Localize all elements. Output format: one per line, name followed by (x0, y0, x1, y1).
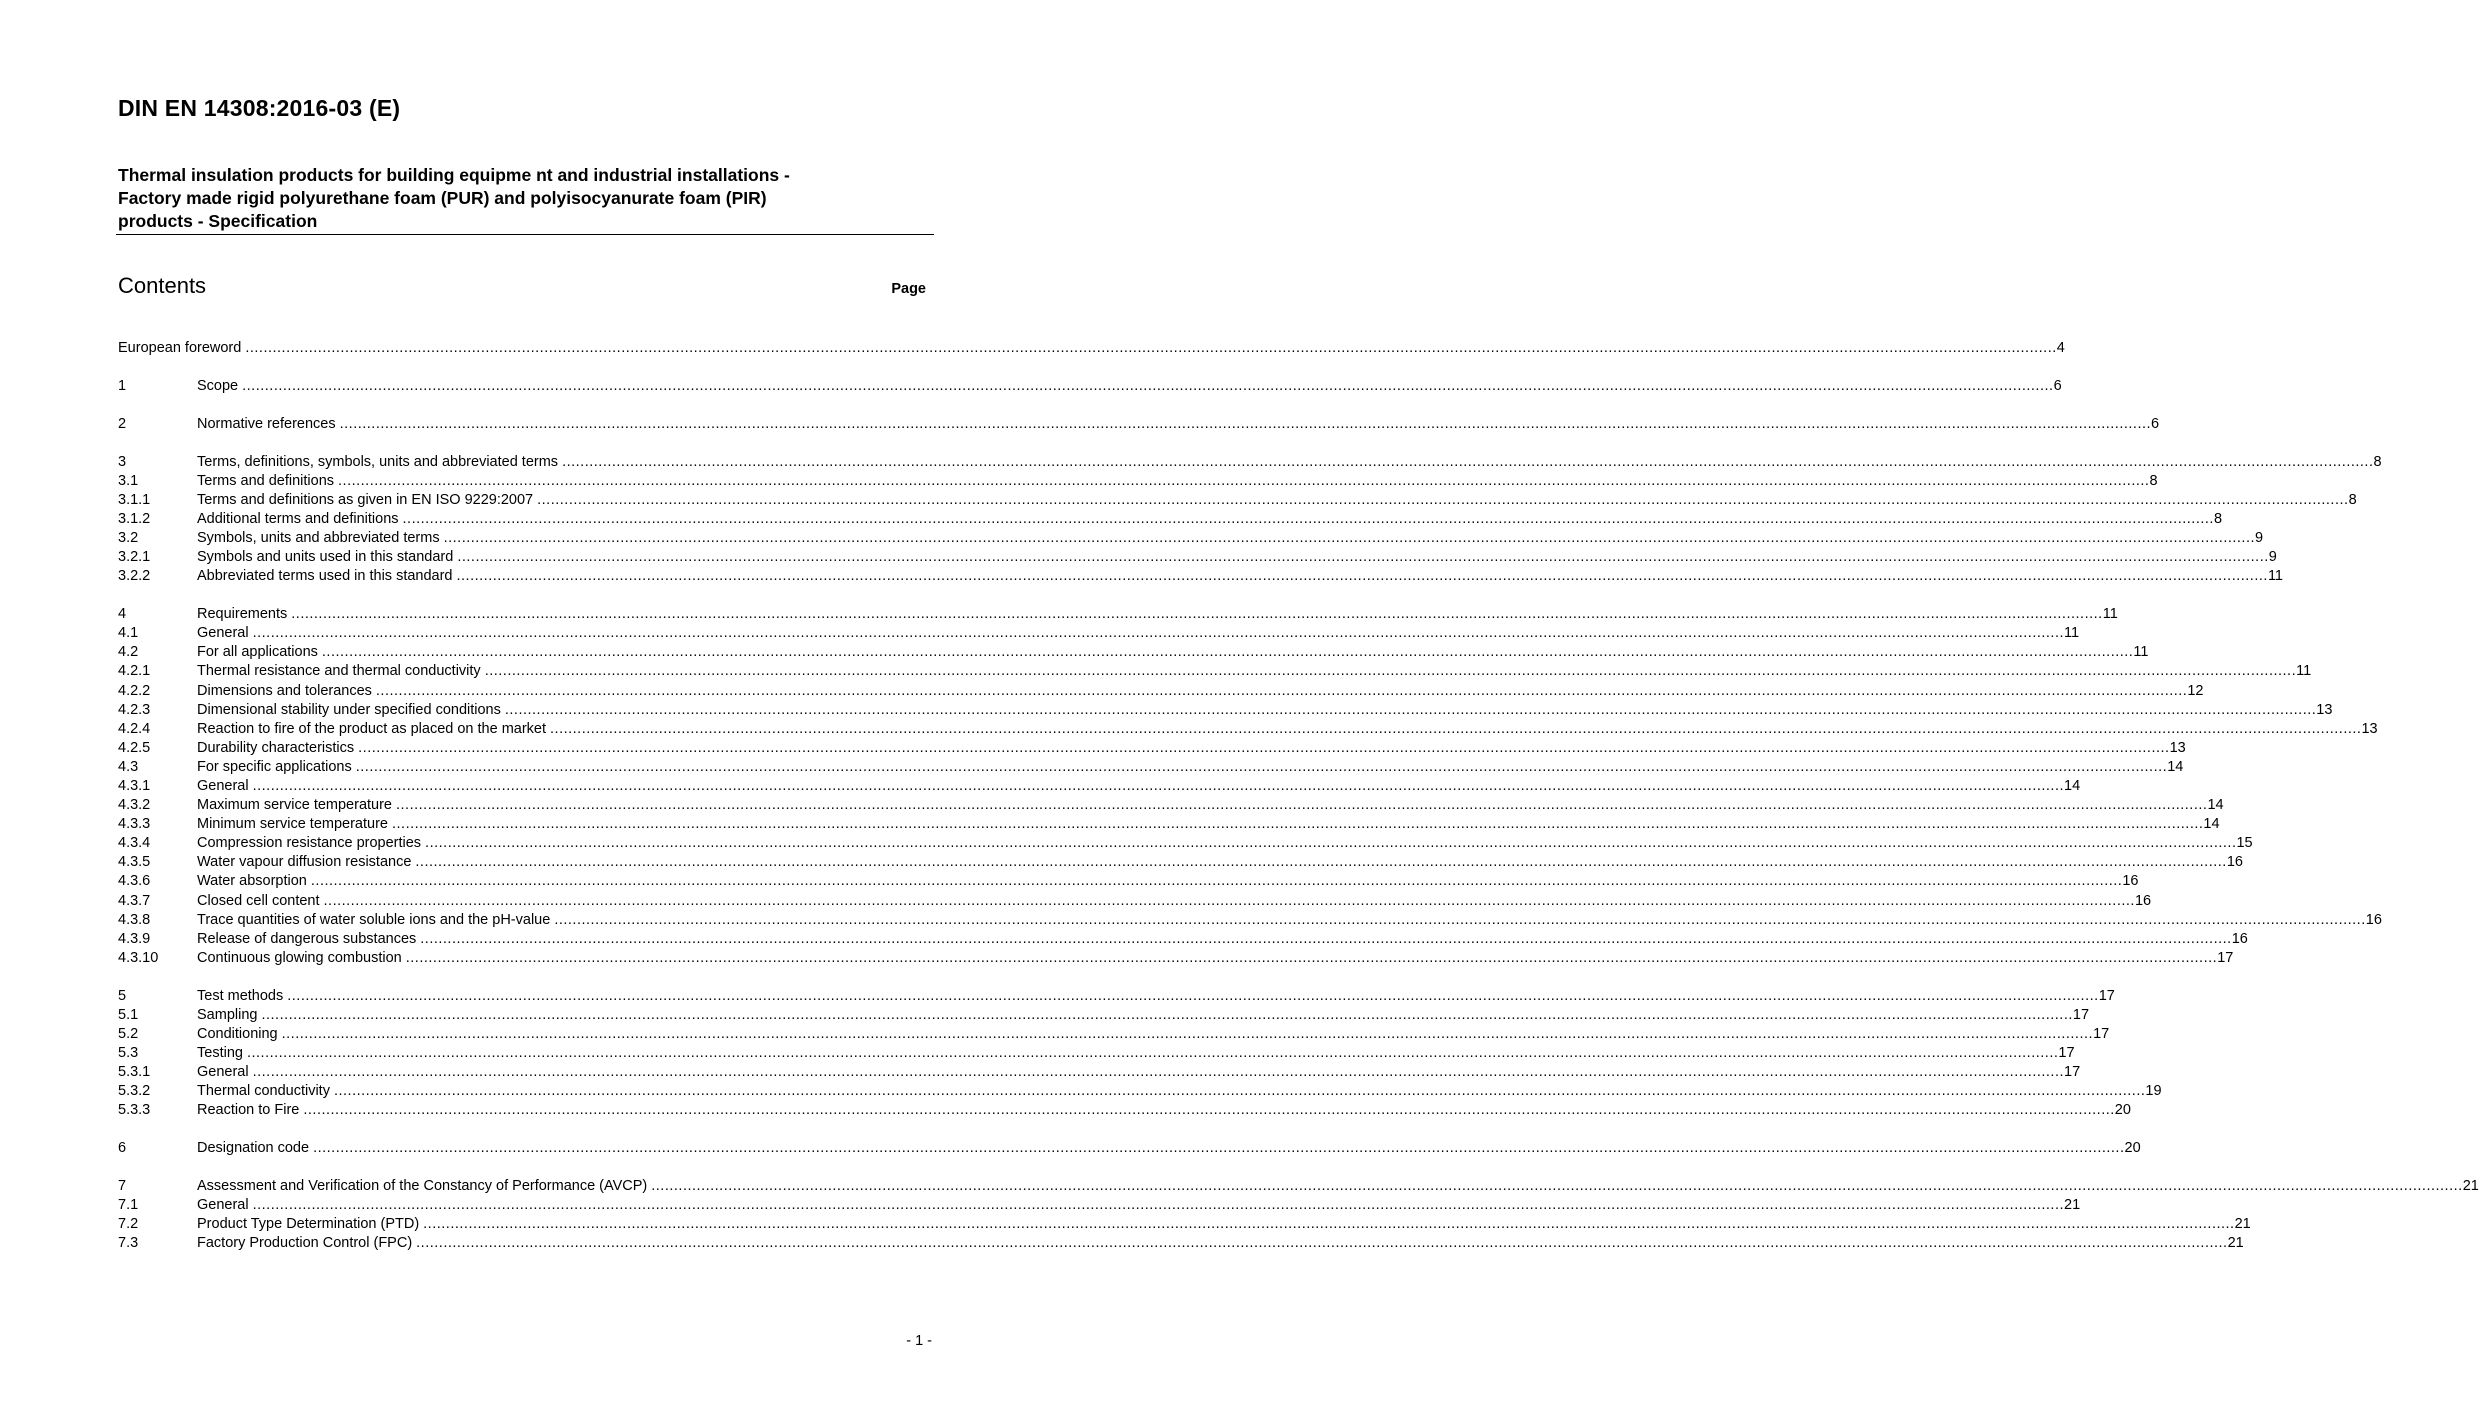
toc-dot-leader: ................................................................................................................................................................................................................................................................................................................................................................................................................ (323, 892, 2135, 909)
toc-entry-page: 21 (2064, 1197, 2081, 1214)
subtitle-line: Thermal insulation products for building equipme nt and industrial installations - (118, 165, 790, 185)
toc-entry-number: 3.1 (118, 472, 139, 489)
toc-entry-page: 17 (2217, 949, 2234, 966)
toc-dot-leader: ................................................................................................................................................................................................................................................................................................................................................................................................................ (415, 854, 2227, 871)
toc-entry-title: Reaction to Fire (197, 1102, 300, 1119)
toc-entry-number: 5.3 (118, 1044, 139, 1061)
toc-entry[interactable] (118, 1025, 2110, 1044)
toc-entry[interactable] (118, 796, 2224, 815)
toc-entry[interactable] (118, 815, 2220, 834)
toc-entry-number: 4.3.3 (118, 816, 151, 833)
toc-dot-leader: ................................................................................................................................................................................................................................................................................................................................................................................................................ (484, 663, 2297, 680)
subtitle-line: Factory made rigid polyurethane foam (PUR) and polyisocyanurate foam (PIR) (118, 188, 767, 208)
toc-dot-leader: ................................................................................................................................................................................................................................................................................................................................................................................................................ (252, 1197, 2065, 1214)
toc-entry[interactable] (118, 643, 2149, 662)
toc-entry-title: Normative references (197, 415, 336, 432)
toc-entry-number: 3.1.1 (118, 491, 151, 508)
toc-entry-number: 5.3.3 (118, 1102, 151, 1119)
page-number: - 1 - (906, 1333, 932, 1349)
toc-entry-title: Water absorption (197, 873, 307, 890)
toc-entry-number: 4.2.3 (118, 701, 151, 718)
toc-entry[interactable] (118, 1234, 2244, 1253)
toc-entry-page: 16 (2365, 911, 2382, 928)
toc-entry[interactable] (118, 1196, 2081, 1215)
toc-entry-page: 17 (2064, 1064, 2081, 1081)
document-subtitle (118, 164, 918, 233)
toc-entry-title: General (197, 625, 249, 642)
toc-entry-page: 19 (2145, 1083, 2162, 1100)
title-divider (116, 234, 934, 235)
document-title: DIN EN 14308:2016-03 (E) (118, 95, 401, 121)
toc-entry-page: 13 (2316, 701, 2333, 718)
toc-entry-page: 21 (2234, 1216, 2251, 1233)
toc-entry[interactable] (118, 987, 2115, 1006)
toc-entry[interactable] (118, 1082, 2162, 1101)
toc-dot-leader: ................................................................................................................................................................................................................................................................................................................................................................................................................ (252, 777, 2065, 794)
toc-dot-leader: ................................................................................................................................................................................................................................................................................................................................................................................................................ (321, 644, 2134, 661)
toc-entry-title: Requirements (197, 606, 288, 623)
toc-entry[interactable] (118, 1044, 2075, 1063)
toc-entry-number: 4.2.4 (118, 720, 151, 737)
toc-entry-page: 15 (2236, 835, 2253, 852)
toc-dot-leader: ................................................................................................................................................................................................................................................................................................................................................................................................................ (423, 1216, 2235, 1233)
toc-entry-page: 14 (2064, 777, 2081, 794)
toc-entry-title: Thermal conductivity (197, 1083, 330, 1100)
toc-entry-number: 4.2.2 (118, 682, 151, 699)
toc-entry-page: 17 (2093, 1025, 2110, 1042)
toc-entry-title: Scope (197, 377, 239, 394)
toc-entry-number: 4.3.8 (118, 911, 151, 928)
toc-entry-page: 11 (2102, 606, 2118, 623)
toc-entry-title: Durability characteristics (197, 739, 355, 756)
toc-entry-number: 4.3.9 (118, 930, 151, 947)
toc-entry-number: 3.2.1 (118, 549, 151, 566)
toc-entry-title: Abbreviated terms used in this standard (197, 568, 453, 585)
toc-entry[interactable] (118, 662, 2312, 681)
toc-entry-page: 8 (2373, 453, 2382, 470)
toc-dot-leader: ................................................................................................................................................................................................................................................................................................................................................................................................................ (550, 720, 2362, 737)
toc-entry-page: 14 (2167, 758, 2184, 775)
toc-dot-leader: ................................................................................................................................................................................................................................................................................................................................................................................................................ (355, 758, 2168, 775)
toc-dot-leader: ................................................................................................................................................................................................................................................................................................................................................................................................................ (420, 930, 2232, 947)
toc-entry-title: Sampling (197, 1006, 258, 1023)
toc-entry-title: Water vapour diffusion resistance (197, 854, 412, 871)
toc-entry[interactable] (118, 739, 2186, 758)
toc-entry-title: Minimum service temperature (197, 816, 388, 833)
toc-dot-leader: ................................................................................................................................................................................................................................................................................................................................................................................................................ (291, 606, 2103, 623)
toc-dot-leader: ................................................................................................................................................................................................................................................................................................................................................................................................................ (651, 1178, 2463, 1195)
toc-dot-leader: ................................................................................................................................................................................................................................................................................................................................................................................................................ (456, 568, 2268, 585)
toc-entry[interactable] (118, 853, 2243, 872)
contents-heading: Contents (118, 273, 207, 298)
toc-entry-page: 8 (2213, 510, 2223, 527)
toc-entry-page: 16 (2134, 892, 2152, 909)
toc-entry-page: 11 (2133, 644, 2149, 661)
toc-entry-number: 7.1 (118, 1197, 139, 1214)
toc-entry-title: For specific applications (197, 758, 352, 775)
toc-entry[interactable] (118, 1215, 2251, 1234)
toc-entry-title: Terms and definitions as given in EN ISO 9229:2007 (197, 491, 534, 508)
toc-entry-title: Reaction to fire of the product as placed on the market (197, 720, 547, 737)
toc-dot-leader: ................................................................................................................................................................................................................................................................................................................................................................................................................ (375, 682, 2188, 699)
toc-entry-number: 3.1.2 (118, 510, 151, 527)
toc-entry-title: Terms and definitions (197, 472, 335, 489)
toc-entry[interactable] (118, 605, 2118, 624)
toc-entry-page: 13 (2169, 739, 2186, 756)
toc-entry[interactable] (118, 777, 2081, 796)
toc-entry-title: Testing (197, 1044, 243, 1061)
toc-entry-page: 6 (2053, 377, 2062, 394)
toc-entry-number: 4.3.5 (118, 854, 151, 871)
toc-entry-number: 5.2 (118, 1025, 139, 1042)
toc-entry-title: General (197, 777, 249, 794)
toc-entry-number: 5.3.2 (118, 1083, 151, 1100)
toc-dot-leader: ................................................................................................................................................................................................................................................................................................................................................................................................................ (303, 1102, 2115, 1119)
toc-entry-title: Test methods (197, 987, 284, 1004)
toc-entry-number: 4.3 (118, 758, 139, 775)
toc-dot-leader: ................................................................................................................................................................................................................................................................................................................................................................................................................ (402, 510, 2214, 527)
toc-entry-number: 1 (118, 377, 127, 394)
toc-entry-number: 2 (118, 415, 127, 432)
toc-entry[interactable] (118, 453, 2382, 472)
toc-dot-leader: ................................................................................................................................................................................................................................................................................................................................................................................................................ (443, 530, 2256, 547)
toc-dot-leader: ................................................................................................................................................................................................................................................................................................................................................................................................................ (391, 816, 2204, 833)
toc-entry-title: General (197, 1064, 249, 1081)
toc-entry-title: Release of dangerous substances (197, 930, 417, 947)
toc-entry[interactable] (118, 682, 2204, 701)
toc-dot-leader: ................................................................................................................................................................................................................................................................................................................................................................................................................ (313, 1140, 2125, 1157)
toc-entry-page: 16 (2122, 873, 2139, 890)
toc-entry-page: 8 (2149, 472, 2158, 489)
toc-dot-leader: ................................................................................................................................................................................................................................................................................................................................................................................................................ (396, 797, 2208, 814)
toc-entry-number: 6 (118, 1140, 127, 1157)
toc-entry[interactable] (118, 624, 2080, 643)
toc-entry[interactable] (118, 930, 2248, 949)
toc-entry-page: 21 (2227, 1235, 2244, 1252)
toc-entry-title: Product Type Determination (PTD) (197, 1216, 420, 1233)
toc-entry-title: Trace quantities of water soluble ions and the pH-value (197, 911, 551, 928)
toc-entry[interactable] (118, 701, 2333, 720)
toc-entry-number: 4.3.7 (118, 892, 151, 909)
toc-dot-leader: ................................................................................................................................................................................................................................................................................................................................................................................................................ (242, 377, 2054, 394)
toc-entry-title: For all applications (197, 644, 318, 661)
toc-entry-number: 4.2.1 (118, 663, 151, 680)
toc-entry-number: 4.2 (118, 644, 139, 661)
toc-entry-page: 13 (2361, 720, 2378, 737)
toc-dot-leader: ................................................................................................................................................................................................................................................................................................................................................................................................................ (252, 1064, 2065, 1081)
toc-entry-number: 7.2 (118, 1216, 139, 1233)
toc-dot-leader: ................................................................................................................................................................................................................................................................................................................................................................................................................ (261, 1006, 2073, 1023)
toc-entry-title: Compression resistance properties (197, 835, 422, 852)
toc-dot-leader: ................................................................................................................................................................................................................................................................................................................................................................................................................ (537, 491, 2349, 508)
toc-entry[interactable] (118, 567, 2283, 586)
toc-entry-title: Designation code (197, 1140, 310, 1157)
toc-entry-page: 14 (2203, 816, 2220, 833)
toc-entry-number: 3 (118, 453, 127, 470)
toc-entry[interactable] (118, 892, 2152, 911)
toc-entry[interactable] (118, 472, 2158, 491)
toc-entry-number: 4.3.2 (118, 797, 151, 814)
toc-entry[interactable] (118, 949, 2234, 968)
toc-entry[interactable] (118, 758, 2184, 777)
toc-entry-page: 11 (2064, 625, 2080, 642)
toc-entry[interactable] (118, 834, 2253, 853)
toc-dot-leader: ................................................................................................................................................................................................................................................................................................................................................................................................................ (504, 701, 2317, 718)
toc-entry-title: Conditioning (197, 1025, 278, 1042)
subtitle-line: products - Specification (118, 211, 318, 231)
toc-dot-leader: ................................................................................................................................................................................................................................................................................................................................................................................................................ (405, 949, 2218, 966)
toc-entry[interactable] (118, 491, 2357, 510)
toc-entry-title: European foreword (118, 340, 242, 356)
toc-entry-number: 3.2.2 (118, 568, 151, 585)
toc-dot-leader: ................................................................................................................................................................................................................................................................................................................................................................................................................ (562, 453, 2374, 470)
toc-entry-page: 9 (2268, 549, 2277, 566)
toc-entry-title: Thermal resistance and thermal conductivity (197, 663, 481, 680)
toc-entry-page: 16 (2226, 854, 2243, 871)
toc-entry-title: Dimensional stability under specified conditions (197, 701, 501, 718)
toc-entry-number: 7 (118, 1178, 127, 1195)
toc-entry[interactable] (118, 548, 2277, 567)
toc-dot-leader: ................................................................................................................................................................................................................................................................................................................................................................................................................ (245, 340, 2057, 356)
toc-entry-title: Maximum service temperature (197, 797, 392, 814)
toc-entry[interactable] (118, 529, 2264, 548)
toc-entry-number: 5.1 (118, 1006, 139, 1023)
page-column-label: Page (891, 281, 926, 297)
toc-entry[interactable] (118, 1101, 2131, 1120)
toc-entry-page: 14 (2207, 797, 2224, 814)
toc-entry-number: 3.2 (118, 530, 139, 547)
toc-dot-leader: ................................................................................................................................................................................................................................................................................................................................................................................................................ (554, 911, 2366, 928)
toc-entry-page: 6 (2151, 415, 2160, 432)
toc-entry-title: Symbols, units and abbreviated terms (197, 530, 440, 547)
toc-entry-page: 17 (2072, 1006, 2090, 1023)
toc-entry-number: 7.3 (118, 1235, 139, 1252)
toc-entry[interactable] (118, 1006, 2090, 1025)
toc-dot-leader: ................................................................................................................................................................................................................................................................................................................................................................................................................ (252, 625, 2065, 642)
toc-entry-page: 12 (2187, 682, 2204, 699)
toc-entry-number: 4.3.1 (118, 777, 151, 794)
toc-entry-number: 5 (118, 987, 127, 1004)
toc-entry[interactable] (118, 510, 2223, 529)
toc-dot-leader: ................................................................................................................................................................................................................................................................................................................................................................................................................ (425, 835, 2237, 852)
toc-entry-number: 4 (118, 606, 127, 623)
toc-entry[interactable] (118, 339, 2065, 358)
toc-entry-page: 16 (2231, 930, 2248, 947)
toc-entry-number: 4.2.5 (118, 739, 151, 756)
toc-entry-title: Additional terms and definitions (197, 510, 399, 527)
toc-entry[interactable] (118, 1139, 2141, 1158)
toc-dot-leader: ................................................................................................................................................................................................................................................................................................................................................................................................................ (333, 1083, 2146, 1100)
toc-entry-page: 11 (2267, 568, 2283, 585)
toc-entry-number: 4.1 (118, 625, 139, 642)
toc-entry[interactable] (118, 872, 2139, 891)
toc-dot-leader: ................................................................................................................................................................................................................................................................................................................................................................................................................ (416, 1235, 2228, 1252)
toc-entry-title: Continuous glowing combustion (197, 949, 402, 966)
toc-entry-page: 9 (2255, 530, 2264, 547)
toc-entry-title: Dimensions and tolerances (197, 682, 372, 699)
toc-entry-title: Terms, definitions, symbols, units and abbreviated terms (197, 453, 559, 470)
toc-entry-page: 4 (2056, 340, 2065, 356)
toc-dot-leader: ................................................................................................................................................................................................................................................................................................................................................................................................................ (281, 1025, 2094, 1042)
toc-entry-page: 8 (2348, 491, 2357, 508)
toc-entry-number: 4.3.6 (118, 873, 151, 890)
toc-entry-page: 11 (2296, 663, 2312, 680)
toc-entry[interactable] (118, 1177, 2479, 1196)
toc-entry[interactable] (118, 415, 2160, 434)
table-of-contents (118, 339, 2479, 1253)
toc-dot-leader: ................................................................................................................................................................................................................................................................................................................................................................................................................ (246, 1044, 2059, 1061)
toc-entry-page: 17 (2058, 1044, 2075, 1061)
toc-entry-title: General (197, 1197, 249, 1214)
toc-entry[interactable] (118, 720, 2378, 739)
toc-entry-page: 21 (2462, 1178, 2479, 1195)
toc-entry[interactable] (118, 377, 2062, 396)
toc-entry-title: Closed cell content (197, 892, 320, 909)
toc-entry-number: 4.3.4 (118, 835, 151, 852)
toc-dot-leader: ................................................................................................................................................................................................................................................................................................................................................................................................................ (339, 415, 2152, 432)
toc-entry-page: 20 (2124, 1140, 2141, 1157)
toc-entry-page: 17 (2098, 987, 2115, 1004)
toc-entry-number: 5.3.1 (118, 1064, 151, 1081)
toc-entry-page: 20 (2114, 1102, 2131, 1119)
toc-dot-leader: ................................................................................................................................................................................................................................................................................................................................................................................................................ (358, 739, 2170, 756)
toc-dot-leader: ................................................................................................................................................................................................................................................................................................................................................................................................................ (287, 987, 2099, 1004)
toc-entry-number: 4.3.10 (118, 949, 159, 966)
toc-entry-title: Factory Production Control (FPC) (197, 1235, 413, 1252)
toc-dot-leader: ................................................................................................................................................................................................................................................................................................................................................................................................................ (310, 873, 2123, 890)
toc-entry-title: Symbols and units used in this standard (197, 549, 454, 566)
toc-entry[interactable] (118, 911, 2382, 930)
toc-entry[interactable] (118, 1063, 2081, 1082)
toc-entry-title: Assessment and Verification of the Constancy of Performance (AVCP) (197, 1178, 648, 1195)
toc-dot-leader: ................................................................................................................................................................................................................................................................................................................................................................................................................ (338, 472, 2150, 489)
toc-dot-leader: ................................................................................................................................................................................................................................................................................................................................................................................................................ (457, 549, 2269, 566)
